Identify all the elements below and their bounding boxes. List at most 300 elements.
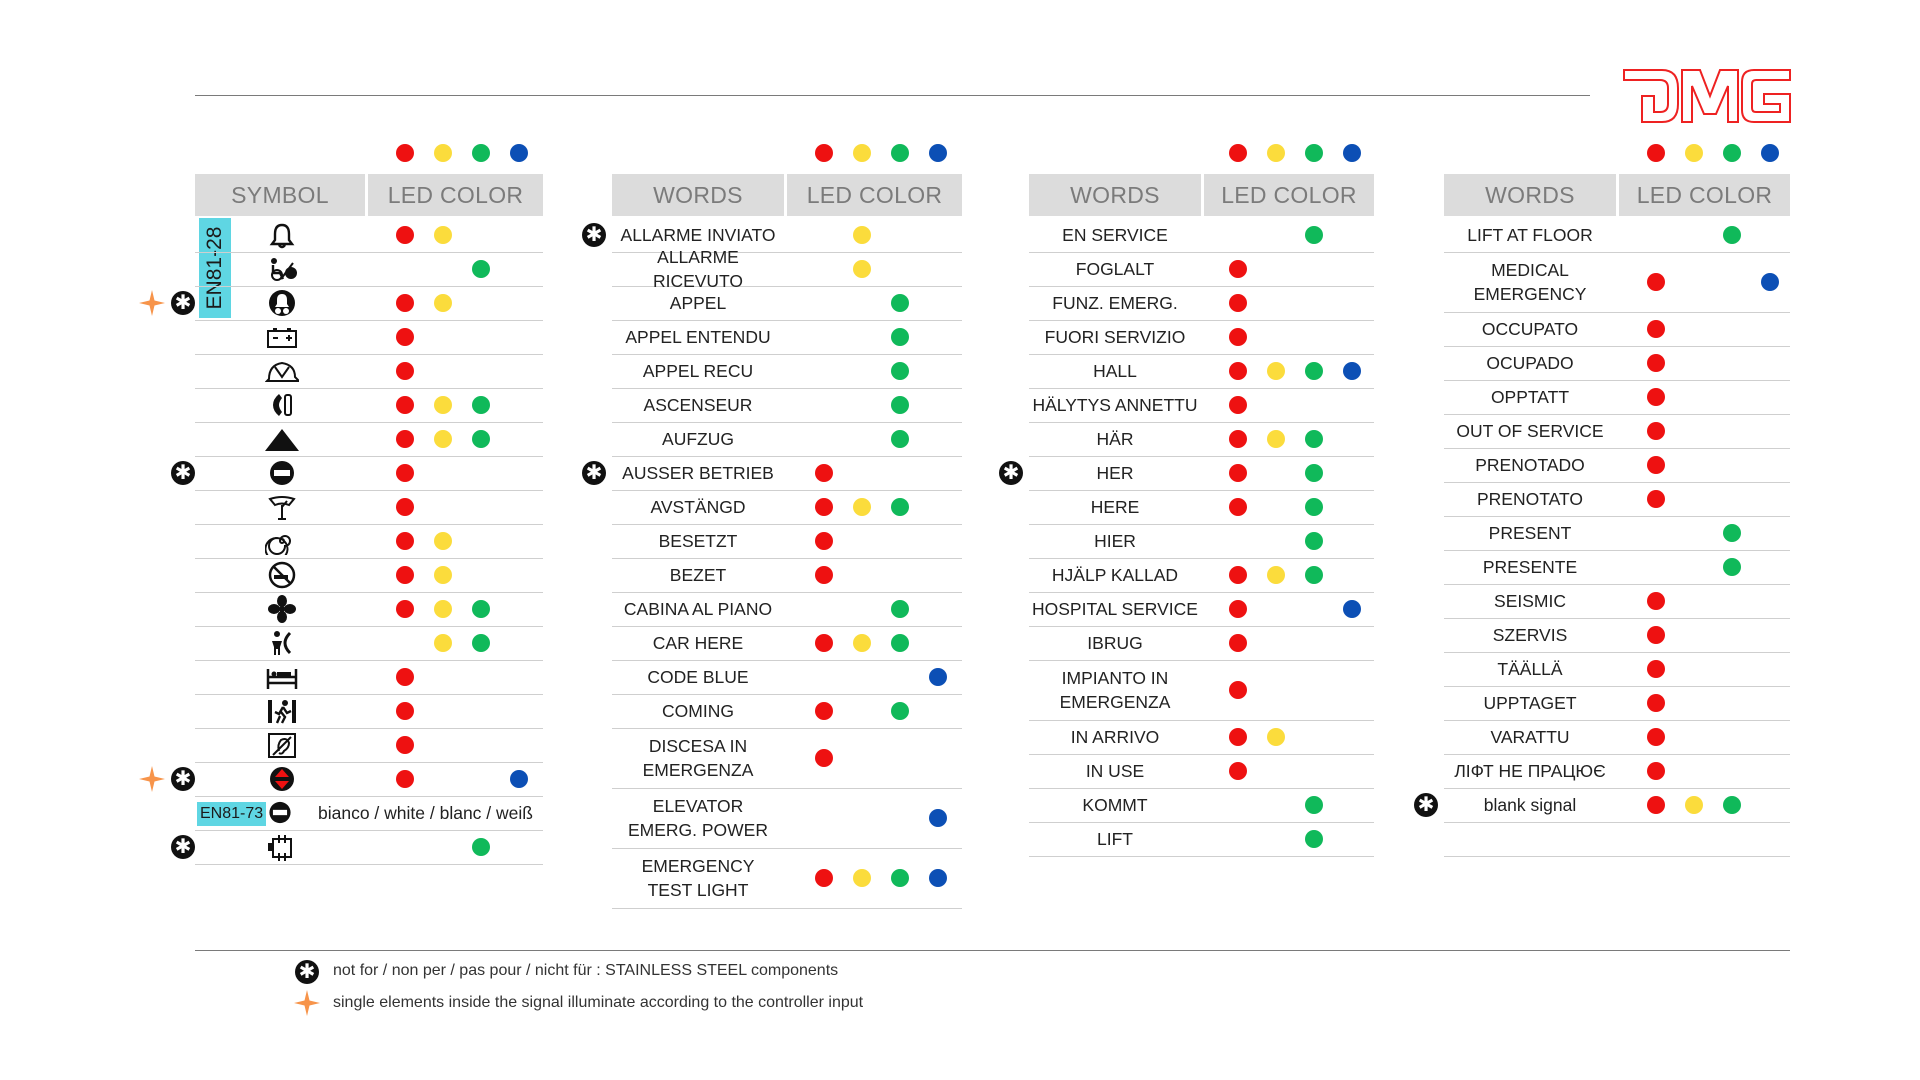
word-row <box>612 592 962 627</box>
led-yellow <box>853 260 871 278</box>
led-green <box>472 634 490 652</box>
wheelchair-phone-icon <box>265 255 299 283</box>
word-row <box>1029 456 1374 491</box>
led-green <box>1723 524 1741 542</box>
led-yellow <box>434 600 452 618</box>
led-legend-red <box>815 144 833 162</box>
led-red <box>1647 592 1665 610</box>
led-legend-red <box>1647 144 1665 162</box>
word-row <box>1444 720 1790 755</box>
led-legend-blue <box>1343 144 1361 162</box>
led-green <box>1305 830 1323 848</box>
led-red <box>396 566 414 584</box>
led-green <box>891 362 909 380</box>
word-label: HERE <box>1090 496 1140 517</box>
word-label: ALLARME INVIATO <box>620 224 776 245</box>
header-led-color: LED COLOR <box>787 174 962 216</box>
words-table-header <box>1029 174 1374 216</box>
word-row <box>1444 312 1790 347</box>
led-legend-yellow <box>1267 144 1285 162</box>
led-red <box>1229 762 1247 780</box>
word-row <box>1444 414 1790 449</box>
asterisk-icon: ✱ <box>999 461 1023 485</box>
word-label: PRENOTATO <box>1477 488 1583 509</box>
led-blue <box>1761 273 1779 291</box>
symbol-row <box>195 830 543 865</box>
led-legend-green <box>891 144 909 162</box>
led-red <box>1229 634 1247 652</box>
led-red <box>815 532 833 550</box>
words-panel-1 <box>585 130 962 930</box>
led-red <box>396 770 414 788</box>
led-red <box>396 736 414 754</box>
word-row <box>612 388 962 423</box>
word-label: ASCENSEUR <box>643 394 753 415</box>
led-green <box>891 600 909 618</box>
word-row <box>1029 320 1374 355</box>
led-red <box>1229 294 1247 312</box>
word-label: MEDICAL EMERGENCY <box>1473 259 1587 304</box>
led-legend-green <box>1723 144 1741 162</box>
header-symbol: SYMBOL <box>195 174 365 216</box>
word-label: KOMMT <box>1082 794 1148 815</box>
symbol-row <box>195 456 543 491</box>
led-red <box>396 532 414 550</box>
led-yellow <box>1685 796 1703 814</box>
asterisk-icon: ✱ <box>295 960 319 984</box>
word-label: CAR HERE <box>652 632 744 653</box>
word-row <box>1444 788 1790 823</box>
word-row <box>612 490 962 525</box>
led-red <box>1647 728 1665 746</box>
stretcher-bed-icon <box>265 663 299 691</box>
word-row <box>1444 218 1790 253</box>
led-red <box>815 869 833 887</box>
word-row <box>1444 754 1790 789</box>
no-smoking-icon <box>265 561 299 589</box>
word-label: OCCUPATO <box>1481 318 1579 339</box>
header-words: WORDS <box>1029 174 1201 216</box>
word-label: IMPIANTO IN EMERGENZA <box>1059 667 1171 712</box>
hearing-loop-icon <box>265 731 299 759</box>
led-green <box>1305 226 1323 244</box>
led-green <box>1723 558 1741 576</box>
up-down-arrows-circle-icon <box>265 765 299 793</box>
word-label: HOSPITAL SERVICE <box>1032 598 1198 619</box>
led-red <box>1647 422 1665 440</box>
symbol-row <box>195 422 543 457</box>
word-label: ALLARME RICEVUTO <box>652 246 744 291</box>
word-label: UPPTAGET <box>1483 692 1577 713</box>
symbol-row <box>195 524 543 559</box>
asterisk-icon: ✱ <box>582 461 606 485</box>
led-yellow <box>434 294 452 312</box>
word-label: BESETZT <box>658 530 738 551</box>
asterisk-icon: ✱ <box>171 835 195 859</box>
led-green <box>891 498 909 516</box>
bottom-rule <box>195 950 1790 951</box>
word-row <box>1444 652 1790 687</box>
word-row <box>612 660 962 695</box>
no-entry-icon <box>265 459 299 487</box>
word-row <box>1444 482 1790 517</box>
led-green <box>891 328 909 346</box>
word-row <box>1029 660 1374 721</box>
words-panel-3 <box>1417 130 1790 850</box>
spark-icon <box>139 290 165 316</box>
word-label: AVSTÄNGD <box>650 496 746 517</box>
word-row <box>1029 754 1374 789</box>
word-label: HALL <box>1093 360 1137 381</box>
asterisk-icon: ✱ <box>582 223 606 247</box>
word-label: OCUPADO <box>1486 352 1574 373</box>
led-yellow <box>1267 362 1285 380</box>
led-yellow <box>434 396 452 414</box>
word-label: AUSSER BETRIEB <box>622 462 774 483</box>
symbol-row <box>195 592 543 627</box>
led-legend-blue <box>510 144 528 162</box>
symbol-row <box>195 660 543 695</box>
word-label: EN SERVICE <box>1062 224 1168 245</box>
spiral-icon <box>265 527 299 555</box>
led-red <box>1229 396 1247 414</box>
led-red <box>815 634 833 652</box>
word-label: APPEL <box>669 292 727 313</box>
led-yellow <box>1267 728 1285 746</box>
led-green <box>1305 362 1323 380</box>
word-row <box>1444 516 1790 551</box>
led-green <box>891 294 909 312</box>
word-row <box>1444 686 1790 721</box>
word-row <box>1029 218 1374 253</box>
led-yellow <box>853 498 871 516</box>
led-green <box>1305 532 1323 550</box>
word-label: COMING <box>662 700 734 721</box>
word-label: CABINA AL PIANO <box>623 598 773 619</box>
top-rule <box>195 95 1590 96</box>
led-red <box>1229 430 1247 448</box>
header-led-color: LED COLOR <box>1619 174 1790 216</box>
word-row <box>1444 448 1790 483</box>
word-label: blank signal <box>1483 794 1577 815</box>
symbol-row <box>195 252 543 287</box>
led-red <box>1647 273 1665 291</box>
led-red <box>396 362 414 380</box>
led-red <box>1647 796 1665 814</box>
led-red <box>396 294 414 312</box>
led-blue <box>929 668 947 686</box>
led-green <box>1305 498 1323 516</box>
led-red <box>1647 456 1665 474</box>
word-label: FOGLALT <box>1075 258 1155 279</box>
led-red <box>396 226 414 244</box>
led-green <box>472 600 490 618</box>
symbol-row <box>195 762 543 797</box>
led-yellow <box>853 226 871 244</box>
word-label: IBRUG <box>1087 632 1143 653</box>
symbol-row <box>195 320 543 355</box>
word-row <box>1444 380 1790 415</box>
led-legend <box>1029 144 1374 164</box>
symbol-row <box>195 728 543 763</box>
word-label: APPEL ENTENDU <box>625 326 771 347</box>
header-led-color: LED COLOR <box>1204 174 1374 216</box>
led-red <box>815 464 833 482</box>
word-label: EMERGENCY TEST LIGHT <box>641 855 755 900</box>
asterisk-icon: ✱ <box>171 291 195 315</box>
word-row <box>612 524 962 559</box>
word-row <box>1029 822 1374 857</box>
led-red <box>1647 762 1665 780</box>
led-red <box>1229 362 1247 380</box>
led-green <box>1723 226 1741 244</box>
symbol-row <box>195 694 543 729</box>
word-label: APPEL RECU <box>642 360 754 381</box>
fireman-helmet-icon <box>265 357 299 385</box>
spark-icon <box>139 766 165 792</box>
word-row <box>612 558 962 593</box>
led-red <box>1229 728 1247 746</box>
led-red <box>396 328 414 346</box>
led-red <box>1229 681 1247 699</box>
led-blue <box>1343 600 1361 618</box>
word-row <box>612 626 962 661</box>
note-single-elements: single elements inside the signal illuminate according to the controller input <box>333 994 864 1011</box>
symbol-row <box>195 626 543 661</box>
led-yellow <box>1267 430 1285 448</box>
word-row <box>1029 524 1374 559</box>
led-green <box>891 430 909 448</box>
led-green <box>1305 464 1323 482</box>
fan-icon <box>265 595 299 623</box>
led-legend-yellow <box>1685 144 1703 162</box>
led-blue <box>510 770 528 788</box>
word-row <box>612 246 962 291</box>
word-label: HÄR <box>1096 428 1134 449</box>
led-green <box>472 430 490 448</box>
symbol-panel <box>174 130 543 870</box>
word-label: IN USE <box>1085 760 1145 781</box>
word-row <box>1444 550 1790 585</box>
asterisk-icon: ✱ <box>1414 793 1438 817</box>
led-legend <box>612 144 962 164</box>
led-blue <box>929 869 947 887</box>
word-row <box>1444 822 1790 857</box>
word-label: OUT OF SERVICE <box>1456 420 1604 441</box>
symbol-row <box>195 354 543 389</box>
symbol-row <box>195 286 543 321</box>
led-green <box>1305 796 1323 814</box>
led-green <box>472 838 490 856</box>
word-row <box>612 694 962 729</box>
overload-scale-icon <box>265 493 299 521</box>
door-sensor-icon <box>265 833 299 861</box>
word-row <box>612 422 962 457</box>
word-label: FUNZ. EMERG. <box>1052 292 1178 313</box>
led-legend-blue <box>1761 144 1779 162</box>
led-green <box>1305 430 1323 448</box>
led-legend-green <box>472 144 490 162</box>
dmg-logo <box>1622 66 1792 126</box>
header-words: WORDS <box>1444 174 1616 216</box>
led-red <box>1647 660 1665 678</box>
word-label: TÄÄLLÄ <box>1497 658 1563 679</box>
symbol-note-white: bianco / white / blanc / weiß <box>318 802 533 823</box>
led-red <box>396 430 414 448</box>
led-yellow <box>434 430 452 448</box>
word-label: ЛІФТ НЕ ПРАЦЮЄ <box>1454 760 1606 781</box>
led-blue <box>929 809 947 827</box>
led-red <box>1647 626 1665 644</box>
word-label: BEZET <box>669 564 727 585</box>
word-label: ELEVATOR EMERG. POWER <box>627 795 768 840</box>
led-yellow <box>434 532 452 550</box>
led-green <box>891 702 909 720</box>
person-phone-icon <box>265 629 299 657</box>
asterisk-icon: ✱ <box>171 767 195 791</box>
note-stainless-steel: not for / non per / pas pour / nicht für : STAINLESS STEEL components <box>333 962 839 979</box>
en81-73-tag: EN81-73 <box>197 802 266 826</box>
word-label: LIFT AT FLOOR <box>1467 224 1593 245</box>
word-label: HIER <box>1094 530 1136 551</box>
led-red <box>1229 328 1247 346</box>
led-legend-yellow <box>434 144 452 162</box>
led-legend <box>1444 144 1790 164</box>
phone-handset-icon <box>265 391 299 419</box>
led-legend-red <box>396 144 414 162</box>
word-label: SEISMIC <box>1494 590 1566 611</box>
led-red <box>815 702 833 720</box>
word-label: IN ARRIVO <box>1070 726 1160 747</box>
symbol-row <box>195 388 543 423</box>
led-red <box>396 702 414 720</box>
led-green <box>891 634 909 652</box>
word-label: HÄLYTYS ANNETTU <box>1032 394 1198 415</box>
bell-icon <box>265 221 299 249</box>
led-green <box>891 396 909 414</box>
led-red <box>1229 464 1247 482</box>
led-red <box>1229 498 1247 516</box>
no-entry-icon <box>265 799 295 826</box>
led-green <box>472 396 490 414</box>
word-row <box>1029 626 1374 661</box>
led-legend <box>195 144 543 164</box>
led-red <box>1229 600 1247 618</box>
word-label: PRESENTE <box>1482 556 1578 577</box>
words-panel-2 <box>1002 130 1374 890</box>
led-legend-yellow <box>853 144 871 162</box>
word-row <box>1029 388 1374 423</box>
word-row <box>1444 252 1790 313</box>
word-label: DISCESA IN EMERGENZA <box>642 735 754 780</box>
led-yellow <box>853 634 871 652</box>
led-green <box>1305 566 1323 584</box>
word-row <box>1029 286 1374 321</box>
word-row <box>1029 422 1374 457</box>
led-green <box>891 869 909 887</box>
led-red <box>396 498 414 516</box>
words-table-header <box>1444 174 1790 216</box>
words-table-header <box>612 174 962 216</box>
led-red <box>1647 490 1665 508</box>
led-red <box>396 668 414 686</box>
led-blue <box>1343 362 1361 380</box>
word-row <box>612 320 962 355</box>
led-red <box>815 749 833 767</box>
led-red <box>815 498 833 516</box>
word-label: HJÄLP KALLAD <box>1051 564 1179 585</box>
symbol-row <box>195 796 543 831</box>
led-yellow <box>434 634 452 652</box>
word-row <box>1444 584 1790 619</box>
word-label: CODE BLUE <box>647 666 749 687</box>
evacuation-runner-icon <box>265 697 299 725</box>
word-row <box>1029 592 1374 627</box>
symbol-row <box>195 558 543 593</box>
word-label: SZERVIS <box>1492 624 1568 645</box>
led-red <box>1229 260 1247 278</box>
word-row <box>1029 788 1374 823</box>
symbol-table-header <box>195 174 543 216</box>
led-red <box>1647 320 1665 338</box>
led-yellow <box>853 869 871 887</box>
word-row <box>612 354 962 389</box>
word-label: VARATTU <box>1490 726 1570 747</box>
alarm-bell-circle-icon <box>265 289 299 317</box>
word-label: FUORI SERVIZIO <box>1044 326 1186 347</box>
word-row <box>612 728 962 789</box>
word-row <box>612 788 962 849</box>
led-red <box>1229 566 1247 584</box>
led-legend-red <box>1229 144 1247 162</box>
led-red <box>1647 694 1665 712</box>
word-row <box>1444 618 1790 653</box>
symbol-row <box>195 218 543 253</box>
word-row <box>612 456 962 491</box>
led-red <box>815 566 833 584</box>
led-green <box>472 260 490 278</box>
word-row <box>1029 252 1374 287</box>
battery-icon <box>265 323 299 351</box>
word-label: LIFT <box>1097 828 1133 849</box>
led-legend-blue <box>929 144 947 162</box>
led-red <box>1647 388 1665 406</box>
word-label: HER <box>1096 462 1134 483</box>
header-led-color: LED COLOR <box>368 174 543 216</box>
word-row <box>612 848 962 909</box>
triangle-up-icon <box>265 425 299 453</box>
word-label: OPPTATT <box>1490 386 1570 407</box>
led-green <box>1723 796 1741 814</box>
word-label: PRESENT <box>1488 522 1572 543</box>
header-words: WORDS <box>612 174 784 216</box>
en81-28-tag: EN81-28 <box>199 218 231 318</box>
led-yellow <box>434 566 452 584</box>
word-row <box>1029 558 1374 593</box>
asterisk-icon: ✱ <box>171 461 195 485</box>
word-row <box>1444 346 1790 381</box>
led-red <box>396 464 414 482</box>
word-row <box>612 286 962 321</box>
word-label: PRENOTADO <box>1475 454 1585 475</box>
led-yellow <box>1267 566 1285 584</box>
symbol-row <box>195 490 543 525</box>
led-red <box>396 600 414 618</box>
led-legend-green <box>1305 144 1323 162</box>
word-row <box>1029 720 1374 755</box>
word-row <box>1029 490 1374 525</box>
word-row <box>1029 354 1374 389</box>
